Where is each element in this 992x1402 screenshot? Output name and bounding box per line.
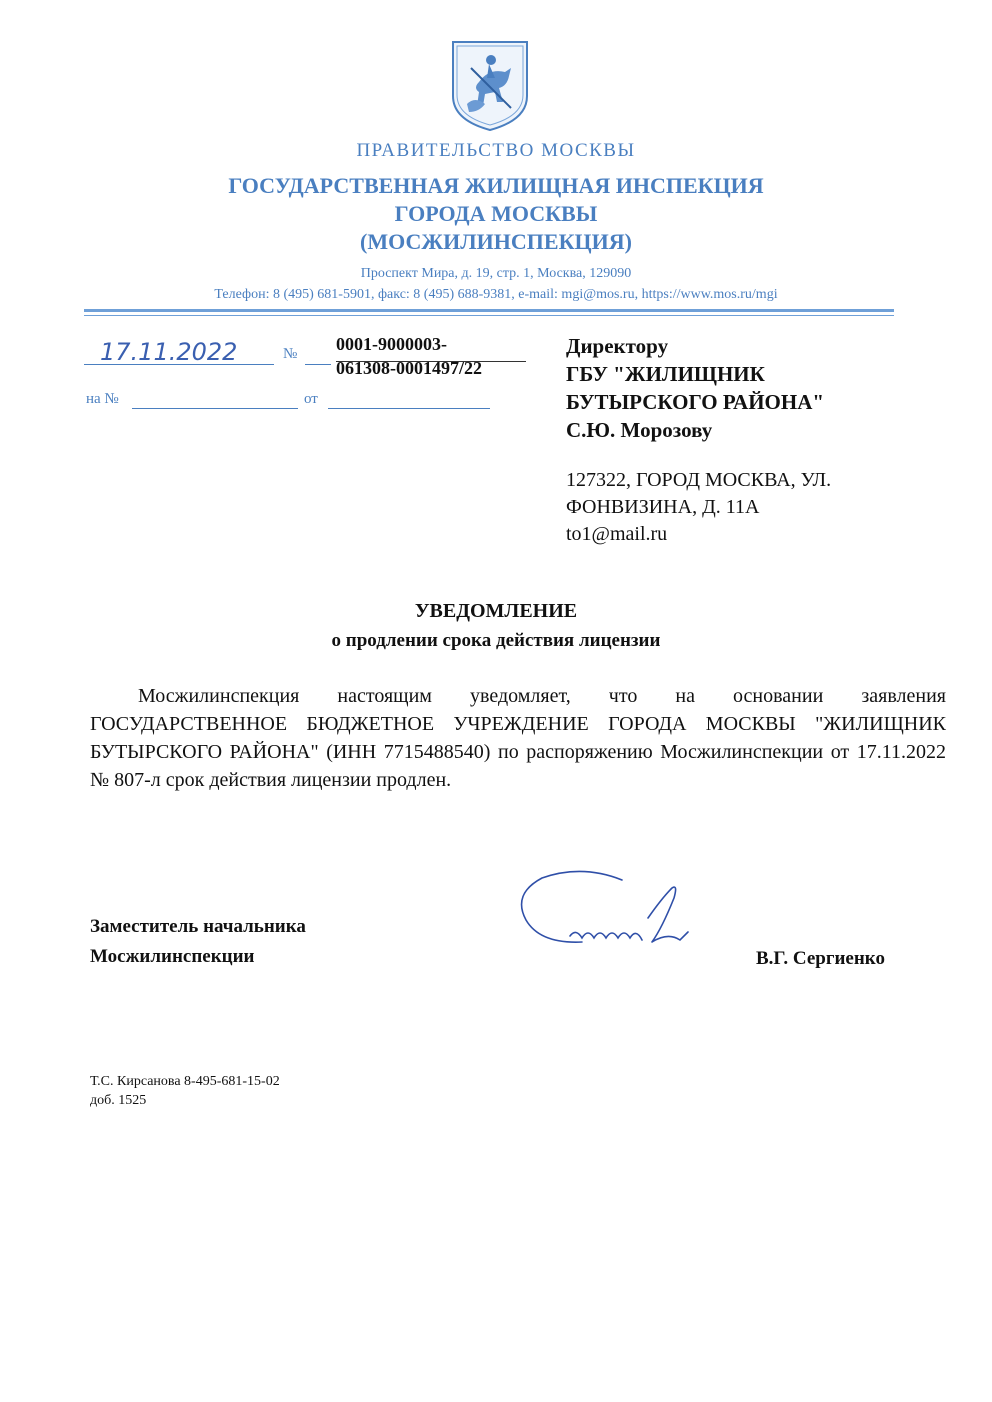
registration-number-line1: 0001-9000003- [336,334,447,354]
moscow-coat-of-arms-icon [449,38,531,132]
addressee-person: С.Ю. Морозову [566,418,713,442]
handwritten-signature [512,858,702,968]
addressee-block [566,332,926,444]
government-name: ПРАВИТЕЛЬСТВО МОСКВЫ [356,140,636,161]
agency-name-line3: (МОСЖИЛИНСПЕКЦИЯ) [360,229,632,254]
addressee-postal [566,467,926,548]
ref-from-underline [328,408,490,409]
header-divider-thin [84,315,894,316]
document-subtitle: о продлении срока действия лицензии [331,630,661,651]
executor-line1: Т.С. Кирсанова 8-495-681-15-02 [90,1074,280,1089]
agency-name-line1: ГОСУДАРСТВЕННАЯ ЖИЛИЩНАЯ ИНСПЕКЦИЯ [228,173,764,198]
agency-name [0,172,992,256]
addressee-position: Директору [566,334,669,358]
signatory-position-line2: Мосжилинспекции [90,946,255,967]
addressee-address-line1: 127322, ГОРОД МОСКВА, УЛ. [566,469,832,491]
number-underline [305,364,331,365]
date-underline [84,364,274,365]
signatory-position [90,912,306,972]
registration-number [336,332,551,380]
header-divider-thick [84,309,894,312]
ref-number-underline [132,408,298,409]
signatory-position-line1: Заместитель начальника [90,916,306,937]
addressee-org-line1: ГБУ "ЖИЛИЩНИК [566,362,765,386]
document-title: УВЕДОМЛЕНИЕ [414,600,578,622]
registration-number-line2: 061308-0001497/22 [336,358,482,378]
signatory-name: В.Г. Сергиенко [756,948,885,969]
ref-number-label: на № [86,391,119,407]
document-body: Мосжилинспекция настоящим уведомляет, что на основании заявления ГОСУДАРСТВЕННОЕ БЮДЖЕТНОЕ УЧРЕЖДЕНИЕ ГОРОДА МОСКВЫ "ЖИЛИЩНИК БУТЫРСКОГО РАЙОНА" (ИНН 7715488540) по распоряжению Мосжилинспекции от 17.11.2022 № 807-л срок действия лицензии продлен. [90,685,946,791]
executor-line2: доб. 1525 [90,1093,147,1108]
addressee-email: to1@mail.ru [566,523,668,545]
agency-contacts: Телефон: 8 (495) 681-5901, факс: 8 (495) 688-9381, e-mail: mgi@mos.ru, https://www.mos.ru/mgi [214,287,778,302]
addressee-address-line2: ФОНВИЗИНА, Д. 11А [566,496,760,518]
executor-info [90,1072,280,1110]
handwritten-date-text: 17.11.2022 [100,338,238,366]
addressee-org-line2: БУТЫРСКОГО РАЙОНА" [566,390,825,414]
ref-from-label: от [304,391,318,407]
number-sign: № [283,346,298,362]
number-strike [336,361,526,362]
agency-name-line2: ГОРОДА МОСКВЫ [394,201,598,226]
agency-address: Проспект Мира, д. 19, стр. 1, Москва, 129090 [360,266,632,281]
